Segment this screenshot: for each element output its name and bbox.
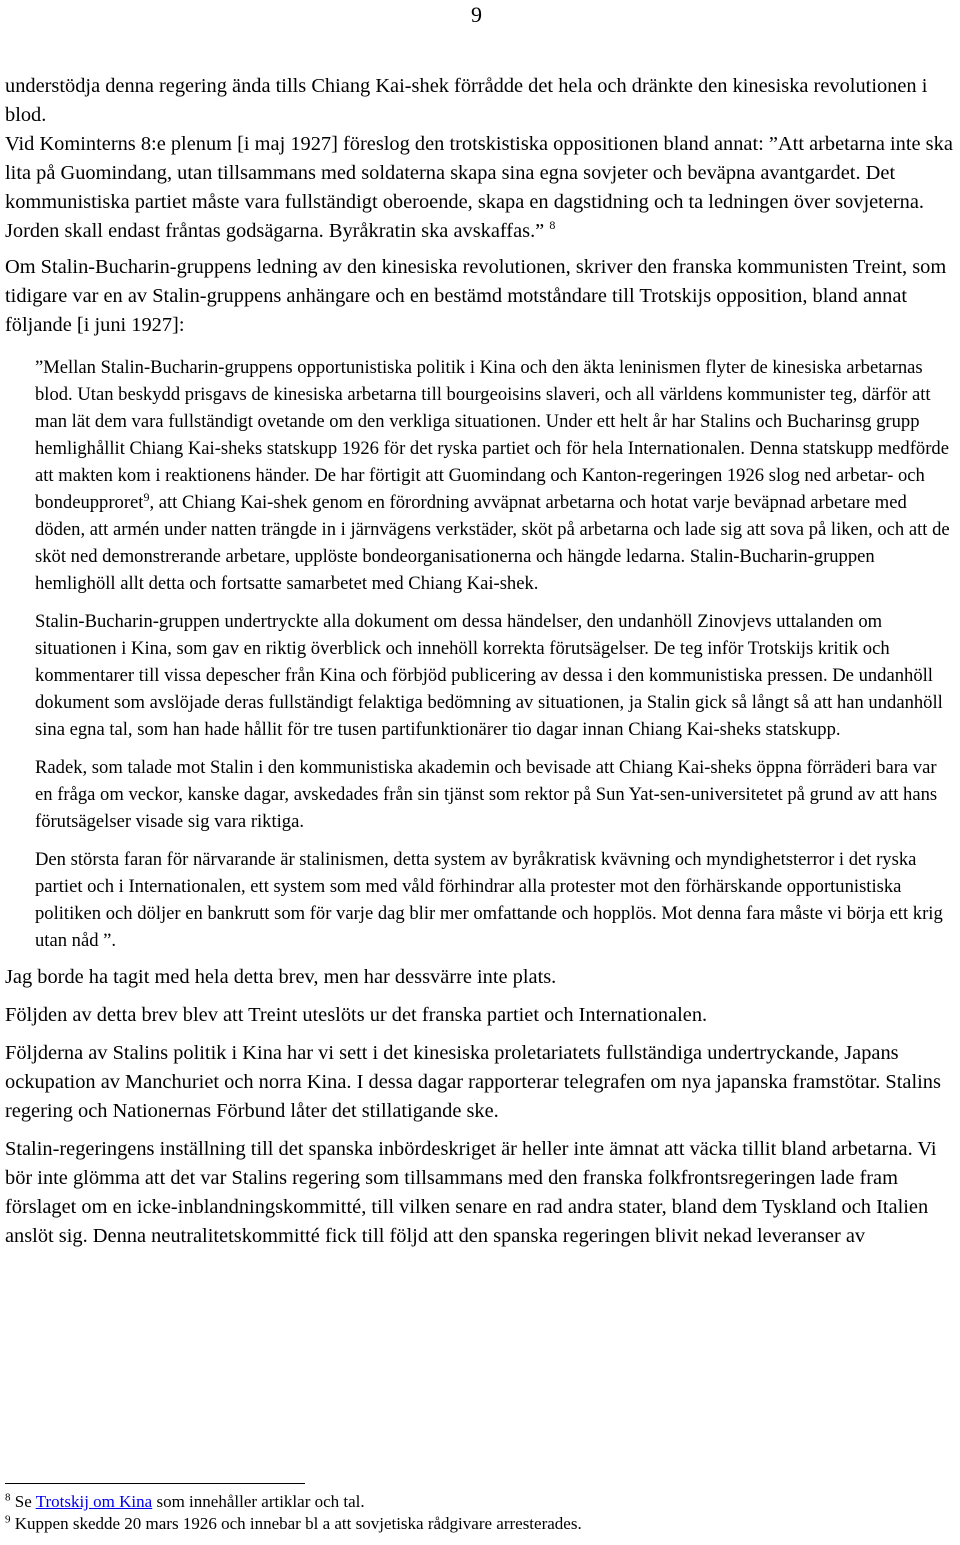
quote-paragraph	[35, 354, 957, 597]
paragraph: understödja denna regering ända tills Chiang Kai-shek förrådde det hela och dränkte den kinesiska revolutionen i blod.	[5, 75, 928, 126]
footnote-number: 8	[5, 1491, 11, 1504]
paragraph: Stalin-regeringens inställning till det spanska inbördeskriget är heller inte ämnat att väcka tillit bland arbetarna. Vi bör inte glömma att det var Stalins regering som tillsammans med den franska folkfrontsregeringen lade fram förslaget om en icke-inblandningskommitté, till vilken senare en rad andra stater, bland dem Tyskland och Italien anslöt sig. Denna neutralitetskommitté fick till följd att den spanska regeringen blivit nekad leveranser av	[5, 1138, 937, 1247]
trotskij-om-kina-link[interactable]: Trotskij om Kina	[35, 1492, 153, 1511]
footnote-ref-8[interactable]: 8	[549, 218, 556, 233]
footnote-9	[5, 1513, 955, 1535]
paragraph-text: Vid Kominterns 8:e plenum [i maj 1927] föreslog den trotskistiska oppositionen bland annat: ”Att arbetarna inte ska lita på Guomindang, utan tillsammans med soldaterna skapa sina egna sovjeter och beväpna avantgardet. Det kommunistiska partiet måste vara fullständigt oberoende, skapa en dagstidning och ta ledningen över sovjeterna. Jorden skall endast fråntas godsägarna. Byråkratin ska avskaffas.”	[5, 133, 953, 242]
body-text	[5, 72, 957, 1251]
paragraph: Följden av detta brev blev att Treint uteslöts ur det franska partiet och Internationalen.	[5, 1004, 708, 1026]
block-quote	[35, 354, 957, 954]
footnote-ref-9[interactable]: 9	[143, 489, 150, 504]
quote-paragraph: Radek, som talade mot Stalin i den kommunistiska akademin och bevisade att Chiang Kai-sheks öppna förräderi bara var en fråga om veckor, kanske dagar, avskedades från sin tjänst som rektor på Sun Yat-sen-universitetet på grund av att hans förutsägelser visade sig vara riktiga.	[35, 757, 938, 832]
quote-text: , att Chiang Kai-shek genom en förordning avväpnat arbetarna och hotat varje beväpnad arbetare med döden, att armén under natten trängde in i järnvägens verkstäder, sköt på arbetarna och lade sig att sova på liken, och att de sköt ned demonstrerande arbetare, upplöste bondeorganisationerna och hängde ledarna. Stalin-Bucharin-gruppen hemlighöll allt detta och fortsatte samarbetet med Chiang Kai-shek.	[35, 492, 950, 594]
footnote-number: 9	[5, 1513, 11, 1526]
paragraph: Jag borde ha tagit med hela detta brev, men har dessvärre inte plats.	[5, 966, 557, 988]
footnote-text: Kuppen skedde 20 mars 1926 och innebar bl a att sovjetiska rådgivare arresterades.	[14, 1514, 582, 1533]
footnotes	[5, 1483, 955, 1535]
paragraph: Om Stalin-Bucharin-gruppens ledning av den kinesiska revolutionen, skriver den franska kommunisten Treint, som tidigare var en av Stalin-gruppens anhängare och en bestämd motståndare till Trotskijs opposition, bland annat följande [i juni 1927]:	[5, 256, 947, 336]
footnote-text: Se	[14, 1492, 36, 1511]
footnote-text: som innehåller artiklar och tal.	[152, 1492, 365, 1511]
paragraph: Följderna av Stalins politik i Kina har vi sett i det kinesiska proletariatets fullständiga undertryckande, Japans ockupation av Manchuriet och norra Kina. I dessa dagar rapporterar telegrafen om nya japanska framstötar. Stalins regering och Nationernas Förbund låter det stillatigande ske.	[5, 1042, 941, 1122]
paragraph	[5, 130, 957, 246]
quote-paragraph: Stalin-Bucharin-gruppen undertryckte alla dokument om dessa händelser, den undanhöll Zinovjevs uttalanden om situationen i Kina, som gav en riktig överblick och innehöll korrekta förutsägelser. De teg inför Trotskijs kritik och kommentarer till vissa depescher från Kina och förbjöd publicering av dessa i den kommunistiska pressen. De undanhöll dokument som avslöjade deras fullständigt felaktiga bedömning av situationen, ja Stalin gick så långt så att han undanhöll sina egna tal, som han hade hållit för tre tusen partifunktionärer tio dagar innan Chiang Kai-sheks statskupp.	[35, 611, 943, 740]
quote-paragraph: Den största faran för närvarande är stalinismen, detta system av byråkratisk kvävning och myndighetsterror i det ryska partiet och i Internationalen, ett system som med våld förhindrar alla protester mot den förhärskande opportunistiska politiken och döljer en bankrutt som för varje dag blir mer omfattande och hopplös. Mot denna fara måste vi börja ett krig utan nåd ”.	[35, 849, 943, 951]
page-number: 9	[471, 2, 482, 27]
footnote-divider	[5, 1483, 305, 1484]
footnote-8	[5, 1491, 955, 1513]
quote-text: ”Mellan Stalin-Bucharin-gruppens opportunistiska politik i Kina och den äkta leninismen flyter de kinesiska arbetarnas blod. Utan beskydd prisgavs de kinesiska arbetarna till bourgeoisins slaveri, och all världens kommunister teg, därför att man lät dem vara fullständigt ovetande om den verkliga situationen. Under ett helt år har Stalins och Bucharinsg grupp hemlighållit Chiang Kai-sheks statskupp 1926 för det ryska partiet och för hela Internationalen. Denna statskupp medförde att makten kom i reaktionens händer. De har förtigit att Guomindang och Kanton-regeringen 1926 slog ned arbetar- och bondeupproret	[35, 357, 949, 513]
